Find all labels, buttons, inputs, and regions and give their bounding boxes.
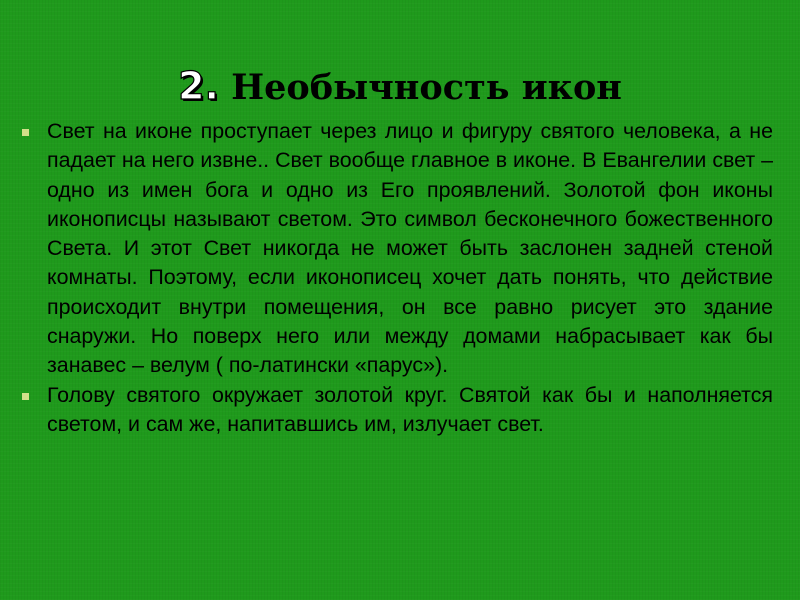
- slide-title: [0, 62, 800, 112]
- bullet-item: [20, 381, 773, 440]
- bullet-text: Свет на иконе проступает через лицо и фигуру святого человека, а не падает на него извне.. Свет вообще главное в иконе. В Евангелии свет – одно из имен бога и одно из Его проявлений. Золотой фон иконы иконописцы называют светом. Это символ бесконечного божественного Света. И этот Свет никогда не может быть заслонен задней стеной комнаты. Поэтому, если иконописец хочет дать понять, что действие происходит внутри помещения, он все равно рисует это здание снаружи. Но поверх него или между домами набрасывает как бы занавес – велум ( по-латински «парус»).: [47, 119, 773, 378]
- title-number: 2.: [178, 64, 219, 108]
- square-bullet-icon: [22, 393, 29, 400]
- bullet-text: Голову святого окружает золотой круг. Святой как бы и наполняется светом, и сам же, напитавшись им, излучает свет.: [47, 382, 773, 436]
- bullet-list: [20, 117, 773, 439]
- square-bullet-icon: [22, 129, 29, 136]
- bullet-item: [20, 117, 773, 381]
- title-text: Необычность икон: [231, 67, 622, 108]
